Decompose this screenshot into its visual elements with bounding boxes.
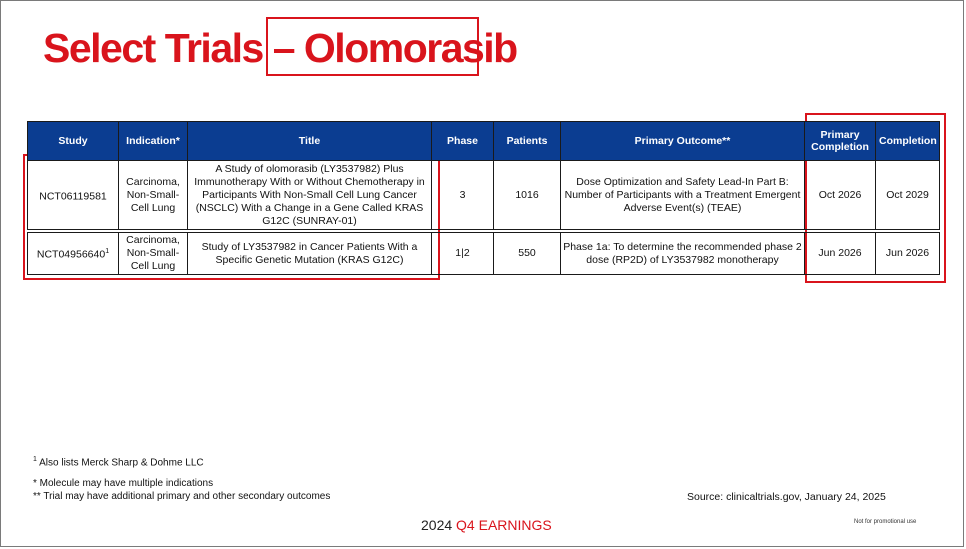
cell-indication: Carcinoma, Non-Small-Cell Lung [119,233,188,275]
footnote-1-mark: 1 [33,456,37,463]
cell-phase: 3 [432,161,494,230]
cell-primary-outcome: Dose Optimization and Safety Lead-In Part B: Number of Participants with a Treatment Emergent Adverse Event(s) (TEAE) [561,161,805,230]
earnings-year: 2024 [421,517,457,533]
cell-completion: Oct 2029 [876,161,940,230]
cell-study [28,233,119,275]
cell-phase: 1|2 [432,233,494,275]
footnote-1 [33,453,330,469]
study-footnote-mark: 1 [105,248,110,256]
footnote-3: ** Trial may have additional primary and other secondary outcomes [33,491,331,503]
header-indication: Indication* [119,122,188,161]
promo-disclaimer: Not for promotional use [854,519,917,525]
cell-title: Study of LY3537982 in Cancer Patients With a Specific Genetic Mutation (KRAS G12C) [188,233,432,275]
study-id: NCT04956640 [36,248,106,261]
header-title: Title [188,122,432,161]
table-header-row [28,122,940,161]
header-phase: Phase [432,122,494,161]
cell-patients: 1016 [494,161,561,230]
cell-primary-completion: Oct 2026 [805,161,876,230]
cell-completion: Jun 2026 [876,233,940,275]
header-study: Study [28,122,119,161]
cell-title: A Study of olomorasib (LY3537982) Plus Immunotherapy With or Without Chemotherapy in Participants With Non-Small Cell Lung Cancer (NSCLC) With a Change in a Gene Called KRAS G12C (SUNRAY-01) [188,161,432,230]
header-completion: Completion [876,122,940,161]
source-citation: Source: clinicaltrials.gov, January 24, 2025 [687,491,886,503]
table-row [28,161,940,230]
header-patients: Patients [494,122,561,161]
cell-patients: 550 [494,233,561,275]
cell-study [28,161,119,230]
cell-indication: Carcinoma, Non-Small-Cell Lung [119,161,188,230]
header-primary-outcome: Primary Outcome** [561,122,805,161]
footnote-1-text: Also lists Merck Sharp & Dohme LLC [36,457,204,469]
title-drug-name: Olomorasib [303,25,517,71]
slide-title [43,25,517,72]
cell-primary-completion: Jun 2026 [805,233,876,275]
earnings-footer [421,517,552,533]
table-row [28,233,940,275]
header-primary-completion: Primary Completion [805,122,876,161]
trials-table [27,121,940,275]
study-id: NCT06119581 [39,190,107,203]
earnings-quarter: Q4 EARNINGS [456,517,552,533]
cell-primary-outcome: Phase 1a: To determine the recommended phase 2 dose (RP2D) of LY3537982 monotherapy [561,233,805,275]
title-prefix: Select Trials – [43,25,304,71]
footnotes [33,453,330,503]
footnote-2: * Molecule may have multiple indications [33,478,214,490]
